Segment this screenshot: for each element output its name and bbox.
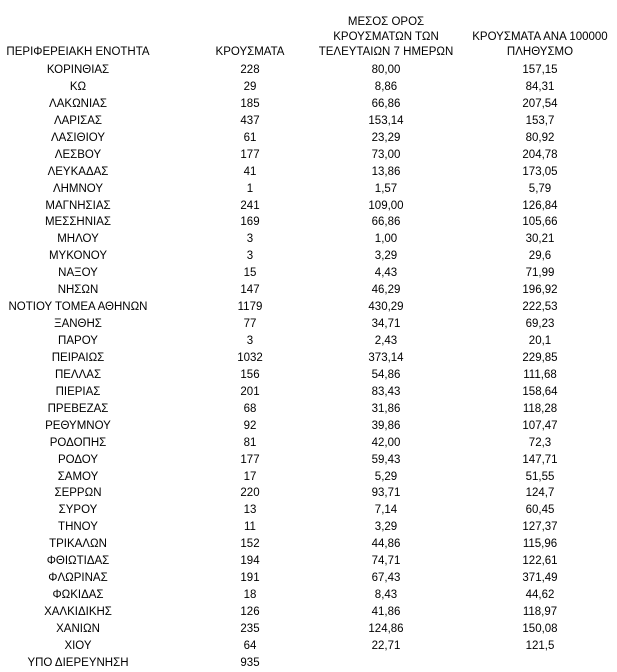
cell-per100k: 118,28 xyxy=(522,402,558,415)
table-row xyxy=(0,79,617,96)
header-cases-line-1: ΚΡΟΥΣΜΑΤΑ xyxy=(215,46,285,58)
cell-avg7: 5,29 xyxy=(374,470,398,483)
cell-region: ΡΟΔΟΥ xyxy=(57,453,99,466)
cell-region: ΥΠΟ ΔΙΕΡΕΥΝΗΣΗ xyxy=(27,656,129,669)
cell-cases: 152 xyxy=(240,538,260,551)
cell-per100k: 105,66 xyxy=(522,216,558,229)
cell-cases: 201 xyxy=(240,385,260,398)
cell-region: ΦΛΩΡΙΝΑΣ xyxy=(48,572,108,585)
cell-per100k: 30,21 xyxy=(525,233,555,246)
cell-avg7: 31,86 xyxy=(371,402,401,415)
table-row xyxy=(0,621,617,638)
header-avg7-line-1: ΜΕΣΟΣ ΟΡΟΣ xyxy=(347,16,425,28)
cell-per100k: 207,54 xyxy=(522,97,558,110)
cell-region: ΡΟΔΟΠΗΣ xyxy=(49,436,107,449)
cell-cases: 437 xyxy=(240,114,260,127)
header-cases xyxy=(198,45,302,60)
cell-cases: 1 xyxy=(246,182,254,195)
table-row xyxy=(0,350,617,367)
cell-region: ΧΙΟΥ xyxy=(64,639,92,652)
cell-region: ΚΩ xyxy=(69,80,87,93)
cell-per100k: 71,99 xyxy=(525,267,555,280)
table-row xyxy=(0,587,617,604)
table-row xyxy=(0,655,617,672)
cell-per100k: 122,61 xyxy=(522,555,558,568)
cell-per100k: 204,78 xyxy=(522,148,558,161)
cell-avg7: 67,43 xyxy=(371,572,401,585)
table-row xyxy=(0,333,617,350)
cell-avg7: 54,86 xyxy=(371,368,401,381)
table-row xyxy=(0,231,617,248)
cell-region: ΝΑΞΟΥ xyxy=(58,267,98,280)
cell-avg7: 73,00 xyxy=(371,148,401,161)
cell-region: ΜΗΛΟΥ xyxy=(57,233,99,246)
cell-avg7: 42,00 xyxy=(371,436,401,449)
cell-per100k: 80,92 xyxy=(525,131,555,144)
cell-per100k: 229,85 xyxy=(522,351,558,364)
cell-cases: 15 xyxy=(243,267,257,280)
cell-region: ΧΑΝΙΩΝ xyxy=(56,622,100,635)
cell-cases: 228 xyxy=(240,64,260,76)
table-row xyxy=(0,502,617,519)
cell-cases: 11 xyxy=(244,521,256,534)
cell-region: ΝΟΤΙΟΥ ΤΟΜΕΑ ΑΘΗΝΩΝ xyxy=(8,301,148,314)
cell-cases: 185 xyxy=(240,97,260,110)
table-row xyxy=(0,469,617,486)
cell-per100k: 84,31 xyxy=(525,80,555,93)
cell-per100k: 20,1 xyxy=(528,335,552,347)
cell-per100k: 124,7 xyxy=(525,487,555,500)
cell-cases: 126 xyxy=(240,606,260,618)
cell-per100k: 121,5 xyxy=(525,639,555,652)
cell-cases: 935 xyxy=(240,656,260,669)
header-region-line-1: ΠΕΡΙΦΕΡΕΙΑΚΗ ΕΝΟΤΗΤΑ xyxy=(6,46,150,58)
cell-per100k: 60,45 xyxy=(525,504,555,517)
cell-cases: 81 xyxy=(243,436,257,449)
cell-region: ΜΑΓΝΗΣΙΑΣ xyxy=(45,199,111,212)
table-row xyxy=(0,536,617,553)
cell-avg7: 93,71 xyxy=(371,487,401,500)
cell-avg7: 4,43 xyxy=(374,267,398,280)
cell-region: ΡΕΘΥΜΝΟΥ xyxy=(45,419,111,432)
cell-cases: 18 xyxy=(243,589,257,602)
cell-avg7: 3,29 xyxy=(374,521,398,534)
cell-region: ΠΡΕΒΕΖΑΣ xyxy=(47,402,109,415)
table-row xyxy=(0,570,617,587)
cell-region: ΧΑΛΚΙΔΙΚΗΣ xyxy=(44,606,112,618)
cell-cases: 29 xyxy=(243,80,257,93)
cell-per100k: 5,79 xyxy=(528,182,552,195)
cell-per100k: 371,49 xyxy=(522,572,558,585)
table-row xyxy=(0,316,617,333)
cell-avg7: 46,29 xyxy=(371,284,401,297)
cell-per100k: 69,23 xyxy=(525,318,555,331)
cell-cases: 13 xyxy=(243,504,257,517)
cell-cases: 17 xyxy=(243,470,257,483)
cell-avg7: 44,86 xyxy=(371,538,401,551)
cell-avg7: 1,57 xyxy=(374,182,398,195)
table-row xyxy=(0,164,617,181)
table-row xyxy=(0,299,617,316)
cell-cases: 177 xyxy=(240,453,260,466)
table-row xyxy=(0,282,617,299)
table-row xyxy=(0,638,617,655)
cell-region: ΠΕΙΡΑΙΩΣ xyxy=(51,351,105,364)
cell-per100k: 72,3 xyxy=(528,436,552,449)
cell-avg7: 34,71 xyxy=(371,318,401,331)
cell-avg7: 8,43 xyxy=(374,589,398,602)
cell-cases: 92 xyxy=(243,419,257,432)
cell-region: ΝΗΣΩΝ xyxy=(57,284,99,297)
cell-per100k: 107,47 xyxy=(522,419,558,432)
table-header xyxy=(0,0,617,62)
cell-region: ΤΗΝΟΥ xyxy=(58,521,98,534)
cell-cases: 194 xyxy=(240,555,260,568)
cell-avg7: 1,00 xyxy=(374,233,398,246)
table-row xyxy=(0,418,617,435)
header-avg7-line-2: ΚΡΟΥΣΜΑΤΩΝ ΤΩΝ xyxy=(333,31,439,43)
table-row xyxy=(0,181,617,198)
cell-avg7: 59,43 xyxy=(371,453,401,466)
cell-cases: 68 xyxy=(243,402,257,415)
cell-region: ΣΕΡΡΩΝ xyxy=(54,487,102,500)
cell-region: ΦΩΚΙΔΑΣ xyxy=(52,589,104,602)
cell-per100k: 44,62 xyxy=(525,589,555,602)
cell-per100k: 127,37 xyxy=(522,521,558,534)
header-per100k-line-1: ΚΡΟΥΣΜΑΤΑ ΑΝΑ 100000 xyxy=(472,31,608,43)
header-avg7 xyxy=(318,15,454,60)
cell-region: ΤΡΙΚΑΛΩΝ xyxy=(49,538,107,551)
cell-avg7: 2,43 xyxy=(374,335,398,347)
cell-avg7: 41,86 xyxy=(371,606,401,618)
cell-cases: 3 xyxy=(246,335,254,347)
table-row xyxy=(0,452,617,469)
cell-region: ΠΑΡΟΥ xyxy=(58,335,98,347)
cell-avg7: 66,86 xyxy=(371,216,401,229)
table-row xyxy=(0,130,617,147)
header-per100k xyxy=(464,30,616,60)
cell-per100k: 111,68 xyxy=(523,368,557,381)
cell-per100k: 158,64 xyxy=(522,385,558,398)
cell-per100k: 153,7 xyxy=(525,114,555,127)
cell-avg7: 109,00 xyxy=(368,199,404,212)
cell-region: ΜΥΚΟΝΟΥ xyxy=(48,250,108,263)
table-row xyxy=(0,198,617,215)
cell-per100k: 150,08 xyxy=(522,622,558,635)
header-region xyxy=(0,45,156,60)
table-row xyxy=(0,384,617,401)
table-row xyxy=(0,96,617,113)
cell-region: ΠΕΛΛΑΣ xyxy=(54,368,102,381)
cell-region: ΛΕΣΒΟΥ xyxy=(54,148,102,161)
cell-region: ΜΕΣΣΗΝΙΑΣ xyxy=(44,216,112,229)
table-row xyxy=(0,214,617,231)
cell-cases: 64 xyxy=(243,639,257,652)
table-row xyxy=(0,435,617,452)
cell-avg7: 66,86 xyxy=(371,97,401,110)
cell-per100k: 115,96 xyxy=(522,538,558,551)
cell-cases: 191 xyxy=(240,572,260,585)
cell-region: ΣΑΜΟΥ xyxy=(57,470,99,483)
cell-cases: 235 xyxy=(240,622,260,635)
cell-cases: 3 xyxy=(246,233,254,246)
cell-avg7: 80,00 xyxy=(371,64,401,76)
table-body xyxy=(0,62,617,672)
cell-region: ΦΘΙΩΤΙΔΑΣ xyxy=(46,555,110,568)
cell-region: ΛΑΣΙΘΙΟΥ xyxy=(50,131,106,144)
header-per100k-line-2: ΠΛΗΘΥΣΜΟ xyxy=(506,46,574,58)
cell-region: ΛΕΥΚΑΔΑΣ xyxy=(47,165,109,178)
cell-avg7: 83,43 xyxy=(371,385,401,398)
cell-avg7: 124,86 xyxy=(368,622,404,635)
cell-per100k: 157,15 xyxy=(522,64,558,76)
cell-cases: 156 xyxy=(240,368,260,381)
cell-per100k: 118,97 xyxy=(522,606,558,618)
table-row xyxy=(0,604,617,621)
cell-region: ΛΑΚΩΝΙΑΣ xyxy=(49,97,107,110)
cell-region: ΠΙΕΡΙΑΣ xyxy=(55,385,101,398)
cell-cases: 220 xyxy=(240,487,260,500)
cell-per100k: 196,92 xyxy=(522,284,558,297)
cell-cases: 61 xyxy=(243,131,257,144)
table-row xyxy=(0,519,617,536)
cell-cases: 1032 xyxy=(237,351,263,364)
cell-cases: 177 xyxy=(240,148,260,161)
table-row xyxy=(0,113,617,130)
table-row xyxy=(0,485,617,502)
cell-cases: 241 xyxy=(240,199,260,212)
table-row xyxy=(0,367,617,384)
cell-avg7: 153,14 xyxy=(368,114,404,127)
cell-per100k: 29,6 xyxy=(528,250,552,263)
cell-avg7: 13,86 xyxy=(371,165,401,178)
cell-avg7: 74,71 xyxy=(371,555,401,568)
cell-region: ΣΥΡΟΥ xyxy=(58,504,98,517)
cell-avg7: 430,29 xyxy=(368,301,404,314)
table-row xyxy=(0,401,617,418)
cell-region: ΛΑΡΙΣΑΣ xyxy=(53,114,103,127)
cell-region: ΞΑΝΘΗΣ xyxy=(54,318,102,331)
cell-per100k: 126,84 xyxy=(522,199,558,212)
cell-cases: 1179 xyxy=(237,301,263,314)
cell-per100k: 51,55 xyxy=(525,470,555,483)
cell-per100k: 147,71 xyxy=(522,453,558,466)
cell-per100k: 173,05 xyxy=(522,165,558,178)
cell-cases: 77 xyxy=(243,318,257,331)
cell-avg7: 22,71 xyxy=(371,639,401,652)
cell-cases: 169 xyxy=(240,216,260,229)
table-row xyxy=(0,265,617,282)
header-avg7-line-3: ΤΕΛΕΥΤΑΙΩΝ 7 ΗΜΕΡΩΝ xyxy=(318,46,454,58)
cell-avg7: 39,86 xyxy=(371,419,401,432)
cell-avg7: 3,29 xyxy=(374,250,398,263)
table-row xyxy=(0,248,617,265)
cell-region: ΛΗΜΝΟΥ xyxy=(52,182,104,195)
cell-cases: 3 xyxy=(246,250,254,263)
cell-region: ΚΟΡΙΝΘΙΑΣ xyxy=(46,64,110,76)
cell-avg7: 23,29 xyxy=(371,131,401,144)
cell-avg7: 7,14 xyxy=(374,504,398,517)
cell-avg7: 373,14 xyxy=(368,351,404,364)
table-row xyxy=(0,62,617,79)
table-row xyxy=(0,147,617,164)
cell-cases: 147 xyxy=(240,284,260,297)
cell-per100k: 222,53 xyxy=(522,301,558,314)
cell-avg7: 8,86 xyxy=(374,80,398,93)
cell-cases: 41 xyxy=(243,165,257,178)
table-row xyxy=(0,553,617,570)
